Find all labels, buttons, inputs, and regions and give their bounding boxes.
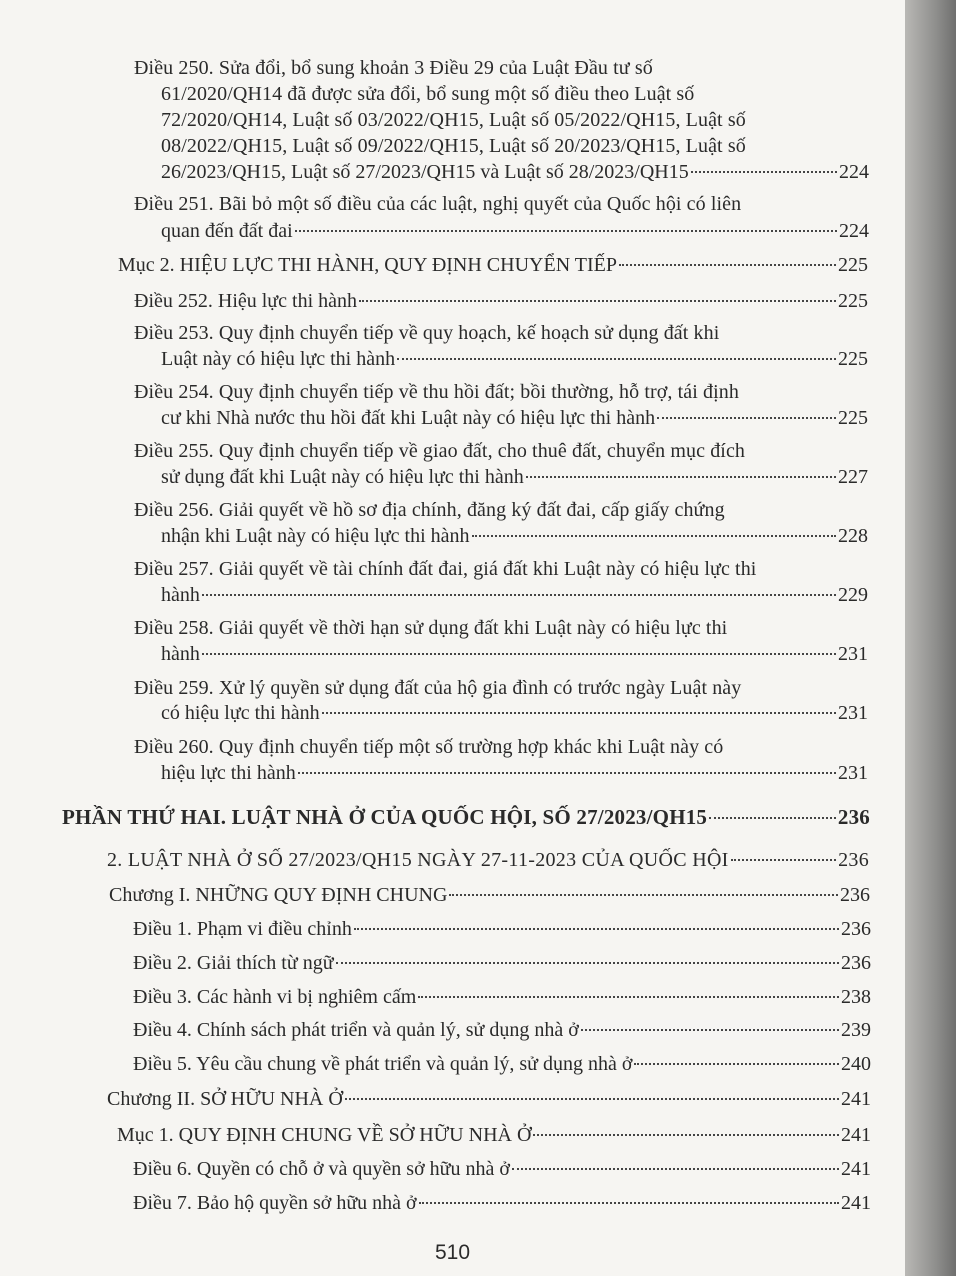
page-ref: 236 [841, 918, 871, 940]
toc-entry-row [133, 1157, 871, 1181]
toc-entry-line: Điều 258. Giải quyết về thời hạn sử dụng đất khi Luật này có hiệu lực thi [134, 617, 728, 639]
toc-entry-row [133, 1191, 871, 1215]
page-ref: 225 [838, 254, 868, 276]
page-ref: 236 [840, 884, 870, 906]
toc-entry-line: 08/2022/QH15, Luật số 09/2022/QH15, Luật số 20/2023/QH15, Luật số [161, 135, 746, 157]
toc-entry-text: sử dụng đất khi Luật này có hiệu lực thi hành [161, 466, 524, 488]
page-ref: 238 [841, 986, 871, 1008]
dot-leader [512, 1168, 839, 1170]
dot-leader [354, 928, 839, 930]
toc-entry-row [134, 289, 868, 313]
dot-leader [345, 1098, 839, 1100]
toc-entry-row [161, 406, 868, 430]
dot-leader [418, 996, 839, 998]
toc-entry-row [161, 761, 868, 785]
page-ref: 241 [841, 1192, 871, 1214]
toc-entry-text: Chương II. SỞ HỮU NHÀ Ở [107, 1088, 343, 1110]
page-number: 510 [434, 1241, 471, 1264]
toc-entry-text: Điều 1. Phạm vi điều chỉnh [133, 918, 352, 940]
toc-entry-text: hành [161, 584, 200, 606]
toc-entry-row [133, 1052, 871, 1076]
dot-leader [691, 171, 837, 173]
toc-section-row [117, 1123, 871, 1147]
toc-entry-text: Luật này có hiệu lực thi hành [161, 348, 396, 370]
dot-leader [397, 358, 836, 360]
toc-entry-line: Điều 256. Giải quyết về hồ sơ địa chính, đăng ký đất đai, cấp giấy chứng [134, 499, 725, 521]
toc-entry-row [161, 701, 868, 725]
toc-entry-text: 26/2023/QH15, Luật số 27/2023/QH15 và Luật số 28/2023/QH15 [161, 161, 689, 183]
toc-entry-text: PHẦN THỨ HAI. LUẬT NHÀ Ở CỦA QUỐC HỘI, SỐ 27/2023/QH15 [62, 805, 708, 829]
dot-leader [295, 230, 837, 232]
dot-leader [336, 962, 839, 964]
dot-leader [581, 1029, 839, 1031]
toc-entry-text: Mục 2. HIỆU LỰC THI HÀNH, QUY ĐỊNH CHUYỂN TIẾP [118, 254, 617, 276]
toc-entry-text: quan đến đất đai [161, 220, 293, 242]
page-ref: 225 [838, 348, 868, 370]
dot-leader [634, 1063, 839, 1065]
toc-entry-text: Điều 5. Yêu cầu chung về phát triển và quản lý, sử dụng nhà ở [133, 1053, 633, 1075]
toc-chapter-row [109, 883, 870, 907]
toc-entry-text: Điều 252. Hiệu lực thi hành [134, 290, 358, 312]
toc-entry-text: Chương I. NHỮNG QUY ĐỊNH CHUNG [109, 884, 448, 906]
page-ref: 241 [841, 1124, 871, 1146]
toc-entry-row [133, 985, 871, 1009]
toc-entry-line: Điều 257. Giải quyết về tài chính đất đai, giá đất khi Luật này có hiệu lực thi [134, 558, 757, 580]
page-ref: 227 [838, 466, 868, 488]
toc-entry-row [133, 1018, 871, 1042]
toc-entry-line: 72/2020/QH14, Luật số 03/2022/QH15, Luật số 05/2022/QH15, Luật số [161, 109, 746, 131]
toc-entry-row [161, 160, 869, 184]
toc-entry-line: Điều 253. Quy định chuyển tiếp về quy hoạch, kế hoạch sử dụng đất khi [134, 322, 720, 344]
page-ref: 239 [841, 1019, 871, 1041]
dot-leader [526, 476, 836, 478]
page-ref: 236 [838, 849, 869, 871]
dot-leader [657, 417, 836, 419]
toc-entry-text: có hiệu lực thi hành [161, 702, 320, 724]
page-ref: 231 [838, 702, 868, 724]
toc-entry-text: Điều 2. Giải thích từ ngữ [133, 952, 334, 974]
page-ref: 229 [838, 584, 868, 606]
toc-entry-line: Điều 259. Xử lý quyền sử dụng đất của hộ gia đình có trước ngày Luật này [134, 677, 742, 699]
page-ref: 228 [838, 525, 868, 547]
toc-chapter-row [107, 1087, 871, 1111]
page-ref: 224 [839, 220, 869, 242]
dot-leader [731, 859, 836, 861]
dot-leader [359, 300, 836, 302]
toc-entry-line: Điều 255. Quy định chuyển tiếp về giao đất, cho thuê đất, chuyển mục đích [134, 440, 746, 462]
toc-entry-row [133, 917, 871, 941]
page-ref: 231 [838, 643, 868, 665]
page-ref: 236 [841, 952, 871, 974]
dot-leader [419, 1202, 839, 1204]
dot-leader [322, 712, 836, 714]
dot-leader [709, 817, 836, 819]
toc-entry-row [161, 524, 868, 548]
toc-entry-text: 2. LUẬT NHÀ Ở SỐ 27/2023/QH15 NGÀY 27-11-2023 CỦA QUỐC HỘI [107, 849, 729, 871]
dot-leader [533, 1134, 839, 1136]
page-ref: 225 [838, 290, 868, 312]
page-ref: 224 [839, 161, 869, 183]
dot-leader [202, 653, 836, 655]
page-ref: 231 [838, 762, 868, 784]
toc-entry-text: Điều 4. Chính sách phát triển và quản lý, sử dụng nhà ở [133, 1019, 579, 1041]
toc-entry-text: Điều 7. Bảo hộ quyền sở hữu nhà ở [133, 1192, 417, 1214]
page-ref: 241 [841, 1158, 871, 1180]
page-edge-shadow [905, 0, 956, 1276]
dot-leader [449, 894, 838, 896]
page-ref: 236 [837, 805, 870, 829]
toc-section-row [118, 253, 868, 277]
dot-leader [472, 535, 836, 537]
toc-entry-line: Điều 260. Quy định chuyển tiếp một số trường hợp khác khi Luật này có [134, 736, 724, 758]
toc-entry-line: Điều 251. Bãi bỏ một số điều của các luật, nghị quyết của Quốc hội có liên [134, 193, 742, 215]
toc-part-heading [62, 805, 870, 829]
toc-entry-row [161, 583, 868, 607]
toc-entry-row [161, 219, 869, 243]
toc-entry-text: Điều 3. Các hành vi bị nghiêm cấm [133, 986, 417, 1008]
toc-entry-row [161, 465, 868, 489]
toc-entry-row [133, 951, 871, 975]
toc-entry-line: Điều 250. Sửa đổi, bổ sung khoản 3 Điều 29 của Luật Đầu tư số [134, 57, 653, 79]
toc-entry-row [161, 642, 868, 666]
toc-entry-text: hiệu lực thi hành [161, 762, 296, 784]
toc-entry-text: Mục 1. QUY ĐỊNH CHUNG VỀ SỞ HỮU NHÀ Ở [117, 1124, 532, 1146]
toc-entry-line: Điều 254. Quy định chuyển tiếp về thu hồi đất; bồi thường, hỗ trợ, tái định [134, 381, 739, 403]
dot-leader [298, 772, 836, 774]
page-ref: 241 [841, 1088, 871, 1110]
page-ref: 240 [841, 1053, 871, 1075]
toc-entry-line: 61/2020/QH14 đã được sửa đổi, bổ sung một số điều theo Luật số [161, 83, 695, 105]
toc-entry-text: hành [161, 643, 200, 665]
toc-law-heading [107, 848, 869, 872]
toc-entry-text: cư khi Nhà nước thu hồi đất khi Luật này có hiệu lực thi hành [161, 407, 656, 429]
dot-leader [202, 594, 836, 596]
toc-entry-row [161, 347, 868, 371]
dot-leader [619, 264, 836, 266]
toc-entry-text: nhận khi Luật này có hiệu lực thi hành [161, 525, 470, 547]
toc-entry-text: Điều 6. Quyền có chỗ ở và quyền sở hữu nhà ở [133, 1158, 510, 1180]
page-ref: 225 [838, 407, 868, 429]
